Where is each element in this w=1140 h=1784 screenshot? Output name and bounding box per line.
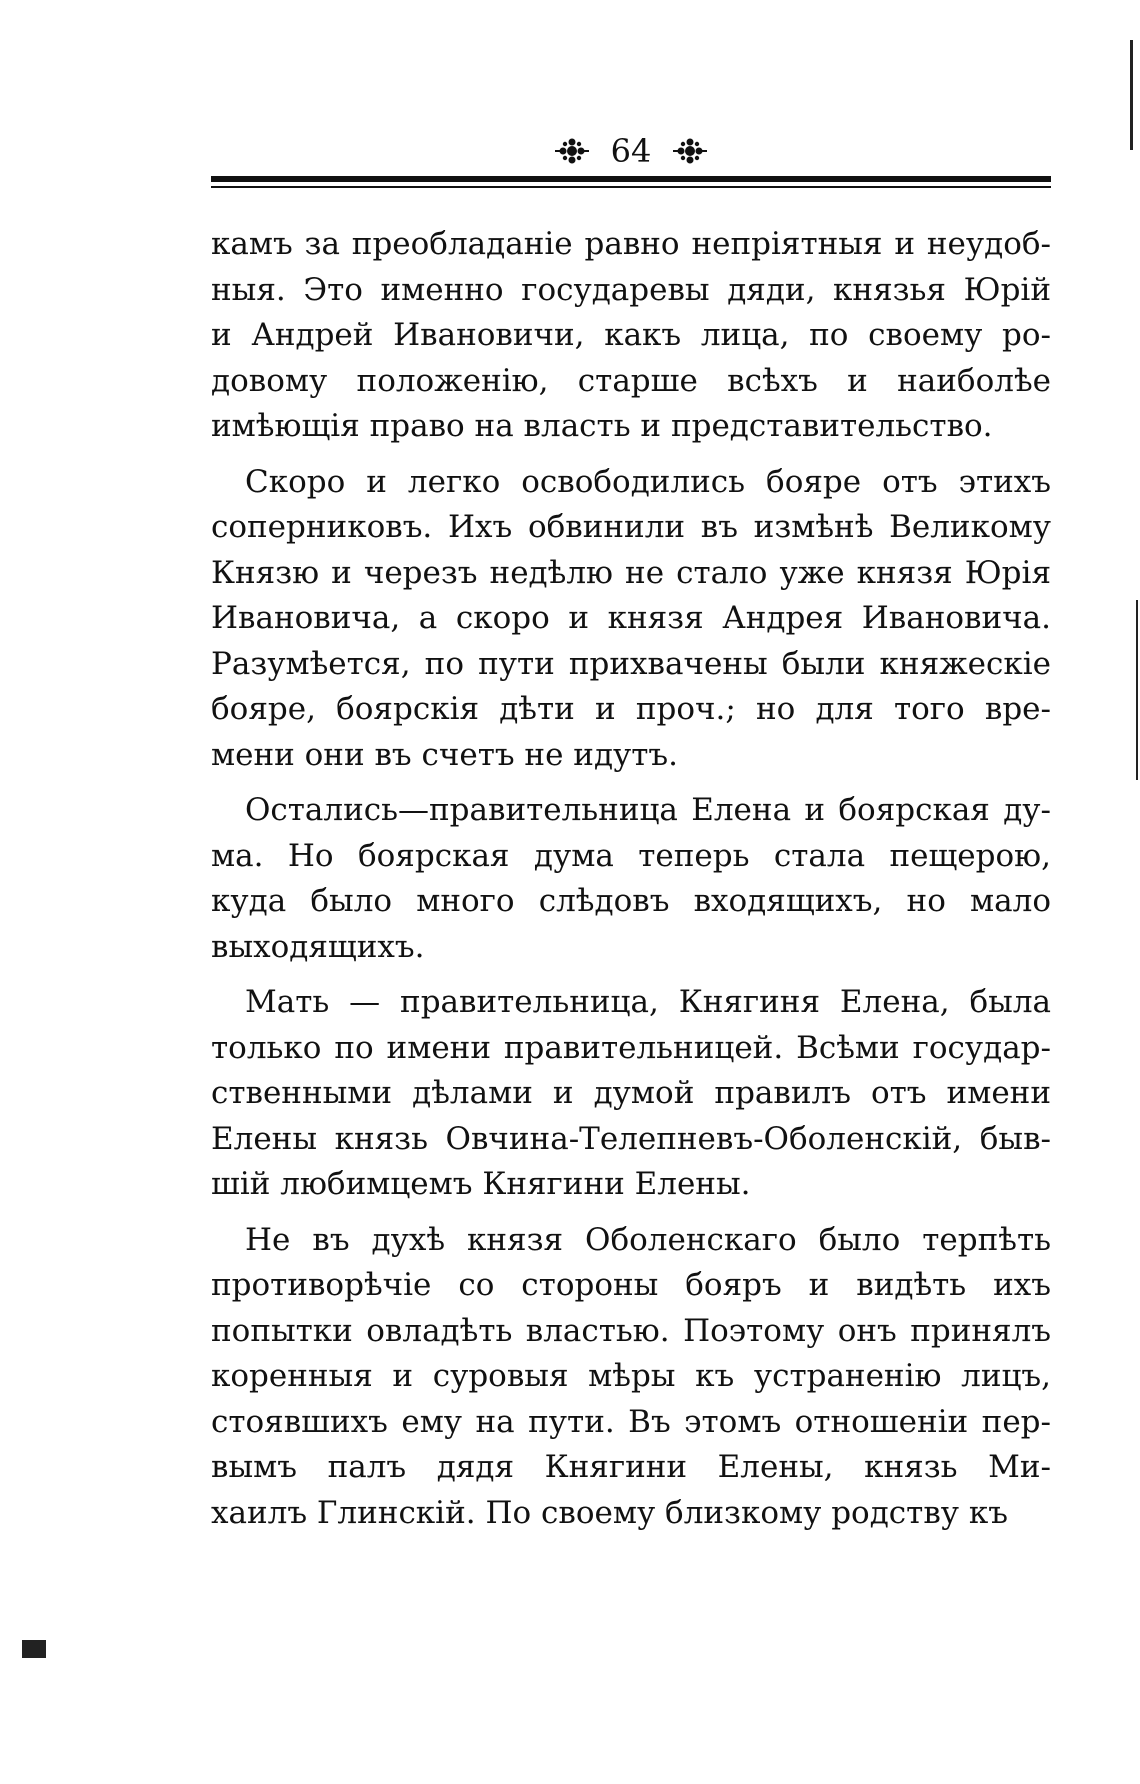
paragraph-gap xyxy=(211,450,1051,460)
text-line: соперниковъ. Ихъ обвинили въ измѣнѣ Великому xyxy=(211,509,1051,545)
paragraph-gap xyxy=(211,778,1051,788)
text-line: попытки овладѣть властью. Поэтому онъ принялъ xyxy=(211,1312,1051,1349)
text-line: довому положенію, старше всѣхъ и наиболѣе xyxy=(211,362,1051,399)
text-line: шій любимцемъ Княгини Елены. xyxy=(211,1166,751,1202)
text-line: Ивановича, а скоро и князя Андрея Ивановича. xyxy=(211,600,1051,636)
scan-speck xyxy=(1130,40,1133,150)
text-line: стоявшихъ ему на пути. Въ этомъ отношеніи пер- xyxy=(211,1403,1051,1440)
text-line: ственными дѣлами и думой правилъ отъ имени xyxy=(211,1075,1051,1111)
floral-ornament-left-icon xyxy=(553,136,591,166)
paragraph xyxy=(211,980,1051,1208)
text-line: хаилъ Глинскій. По своему близкому родству къ xyxy=(211,1494,1008,1531)
paragraph xyxy=(211,460,1051,779)
text-line: Мать — правительница, Княгиня Елена, была xyxy=(245,984,1051,1020)
text-line: имѣющія право на власть и представительство. xyxy=(211,408,993,444)
text-line: коренныя и суровыя мѣры къ устраненію лицъ, xyxy=(211,1358,1051,1394)
text-line: камъ за преобладаніе равно непріятныя и неудоб- xyxy=(211,226,1051,262)
scan-speck xyxy=(1136,600,1138,780)
text-line: и Андрей Ивановичи, какъ лица, по своему ро- xyxy=(211,317,1051,353)
header-rule-thin xyxy=(211,186,1051,188)
text-line: только по имени правительницей. Всѣми государ- xyxy=(211,1029,1051,1066)
paragraph-gap xyxy=(211,1208,1051,1218)
text-line: Скоро и легко освободились бояре отъ этихъ xyxy=(245,463,1051,500)
text-line: противорѣчіе со стороны бояръ и видѣть ихъ xyxy=(211,1267,1051,1303)
text-line: Остались—правительница Елена и боярская ду- xyxy=(245,792,1051,828)
page-number: 64 xyxy=(610,132,652,170)
text-line: выходящихъ. xyxy=(211,928,425,965)
paragraph xyxy=(211,1218,1051,1537)
header-rule-thick xyxy=(211,176,1051,182)
text-line: куда было много слѣдовъ входящихъ, но мало xyxy=(211,883,1051,919)
floral-ornament-right-icon xyxy=(671,136,709,166)
paragraph xyxy=(211,788,1051,970)
text-line: Не въ духѣ князя Оболенскаго было терпѣть xyxy=(245,1221,1051,1258)
body-text xyxy=(211,222,1051,1536)
text-line: ныя. Это именно государевы дяди, князья Юрій xyxy=(211,271,1051,308)
text-line: Елены князь Овчина-Телепневъ-Оболенскій, быв- xyxy=(211,1120,1051,1157)
page-header xyxy=(211,126,1051,176)
paragraph xyxy=(211,222,1051,450)
text-line: бояре, боярскія дѣти и проч.; но для того вре- xyxy=(211,691,1051,727)
text-line: Разумѣется, по пути прихвачены были княжескіе xyxy=(211,645,1051,682)
text-line: ма. Но боярская дума теперь стала пещерою, xyxy=(211,837,1051,874)
scan-speck xyxy=(22,1640,46,1658)
text-line: Князю и черезъ недѣлю не стало уже князя Юрія xyxy=(211,554,1051,591)
text-line: вымъ палъ дядя Княгини Елены, князь Ми- xyxy=(211,1449,1051,1485)
text-line: мени они въ счетъ не идутъ. xyxy=(211,736,679,773)
paragraph-gap xyxy=(211,970,1051,980)
